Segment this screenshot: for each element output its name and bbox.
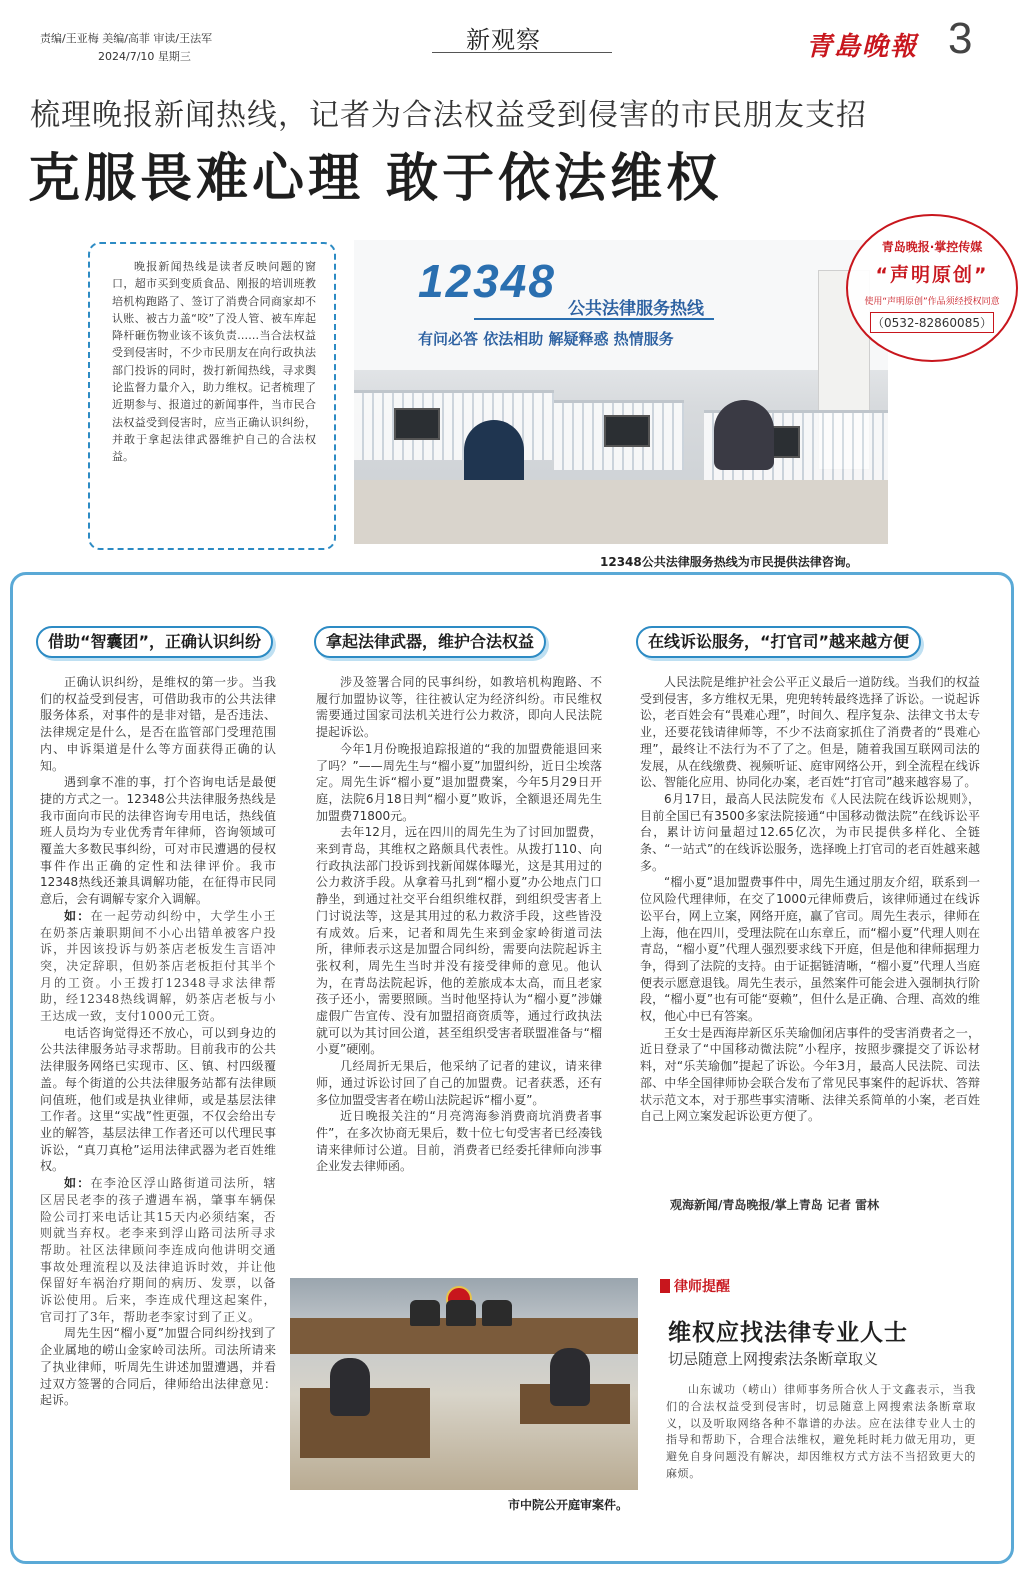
original-statement-stamp [846, 214, 1018, 362]
hotline-underline [474, 318, 714, 320]
kicker-headline: 梳理晚报新闻热线，记者为合法权益受到侵害的市民朋友支招 [30, 98, 867, 133]
paragraph: 电话咨询觉得还不放心，可以到身边的公共法律服务站寻求帮助。目前我市的公共法律服务网络已实现市、区、镇、村四级覆盖。每个街道的公共法律服务站都有法律顾问值班，他们或是执业律师，或是基层法律工作者。这里“实战”性更强，不仅会给出专业的解答，基层法律工作者还可以代理民事诉讼，“真刀真枪”运用法律武器为老百姓维权。 [40, 1025, 276, 1174]
stamp-line3: 使用“声明原创”作品须经授权同意 [864, 297, 1000, 307]
bottom-photo-caption: 市中院公开庭审案件。 [508, 1498, 629, 1512]
hotline-office-photo [354, 240, 888, 544]
hotline-number: 12348 [418, 255, 556, 307]
judge-seat [446, 1300, 476, 1326]
column-1 [40, 674, 276, 1409]
paragraph: 王女士是西海岸新区乐芙瑜伽闭店事件的受害消费者之一，近日登录了“中国移动微法院”小程序，按照步骤提交了诉讼材料，对“乐芙瑜伽”提起了诉讼。今年3月，最高人民法院、司法部、中华全国律师协会联合发布了常见民事案件的起诉状、答辩状示范文本，对于那些事实清晰、法律关系简单的小案，老百姓自己上网立案发起诉讼更方便了。 [640, 1025, 980, 1124]
example-paragraph [40, 908, 276, 1025]
lawyer-tip-title: 维权应找法律专业人士 [668, 1320, 908, 1346]
red-square-icon [660, 1279, 670, 1293]
paragraph: 今年1月份晚报追踪报道的“我的加盟费能退回来了吗？”——周先生与“榴小夏”加盟纠纷，近日尘埃落定。周先生诉“榴小夏”退加盟费案，今年5月29日开庭，法院6月18日判“榴小夏”败诉，全额退还周先生加盟费71800元。 [316, 741, 602, 823]
example-paragraph [40, 1175, 276, 1325]
litigant-figure [330, 1358, 370, 1416]
tip-label-text: 律师提醒 [674, 1279, 730, 1295]
top-photo-caption: 12348公共法律服务热线为市民提供法律咨询。 [600, 555, 858, 569]
monitor [604, 415, 650, 447]
section1-title: 借助“智囊团”，正确认识纠纷 [36, 626, 273, 658]
example-text: 在李沧区浮山路街道司法所，辖区居民老李的孩子遭遇车祸，肇事车辆保险公司打来电话让其15天内必须结案，否则就当弃权。老李来到浮山路司法所寻求帮助。社区法律顾问李连成向他讲明交通事故处理流程以及法律追诉时效，并让他保留好车祸治疗期间的病历、发票，以备诉讼使用。后来，李连成代理这起案件，官司打了3年，帮助老李家讨到了正义。 [40, 1176, 276, 1324]
paragraph: 去年12月，远在四川的周先生为了讨回加盟费，来到青岛，其维权之路颇具代表性。从拨打110、向行政执法部门投诉到找新闻媒体曝光，这是其用过的公力救济手段。从拿着马扎到“榴小夏”办公地点门口静坐，到通过社交平台组织维权群，到组织受害者上门讨说法等，这是其用过的私力救济手段，这些皆没有成效。后来，记者和周先生来到金家岭街道司法所，律师表示这是加盟合同纠纷，需要向法院起诉主张权利，周先生当时并没有接受律师的意见。他认为，在青岛法院起诉，他的差旅成本太高，而且老家孩子还小，需要照顾。当时他坚持认为“榴小夏”涉嫌虚假广告宣传、没有加盟招商资质等，通过行政执法就可以为其讨回公道，甚至组织受害者联盟准备与“榴小夏”硬刚。 [316, 825, 602, 1057]
paragraph: 人民法院是维护社会公平正义最后一道防线。当我们的权益受到侵害，多方维权无果，兜兜转转最终选择了诉讼。一说起诉讼，老百姓会有“畏难心理”，时间久、程序复杂、法律文书太专业，还要花钱请律师等，不少不法商家抓住了消费者的“畏难心理”，最终让不法行为不了了之。但是，随着我国互联网司法的发展，从在线缴费、视频听证、庭审网络公开，到全流程在线诉讼、智能化应用、协同化办案，老百姓“打官司”越来越容易了。 [640, 675, 980, 790]
paragraph: 周先生因“榴小夏”加盟合同纠纷找到了企业属地的崂山金家岭司法所。司法所请来了执业律师，听周先生讲述加盟遭遇，并看过双方签署的合同后，律师给出法律意见：起诉。 [40, 1326, 276, 1408]
intro-text: 晚报新闻热线是读者反映问题的窗口，超市买到变质食品、刚报的培训班教培机构跑路了、签订了消费合同商家却不认账、被古力盖“咬”了没人管、被车库起降杆砸伤物业该不该负责……当合法权益受到侵害时，不少市民朋友在向行政执法部门投诉的同时，拨打新闻热线，寻求舆论监督力量介入，助力维权。记者梳理了近期参与、报道过的新闻事件，当市民合法权益受到侵害时，应当正确认识纠纷，并敢于拿起法律武器维护自己的合法权益。 [112, 260, 316, 464]
newspaper-logo: 青島晚報 [806, 32, 919, 62]
main-headline: 克服畏难心理 敢于依法维权 [28, 149, 723, 209]
stamp-phone: （0532-82860085） [870, 312, 994, 333]
paragraph: 正确认识纠纷，是维权的第一步。当我们的权益受到侵害，可借助我市的公共法律服务体系，对事件的是非对错，是否违法、法律规定是什么，是否在监管部门受理范围内、申诉渠道是什么等方面获得正确的认知。 [40, 675, 276, 773]
editor-credits [40, 30, 212, 66]
masthead [0, 0, 1024, 84]
courtroom-photo [290, 1278, 638, 1490]
stamp-line2: “声明原创” [875, 264, 989, 286]
litigant-figure [550, 1348, 590, 1406]
column-2 [316, 674, 602, 1175]
cubicle-partition [354, 390, 554, 460]
paragraph: 6月17日，最高人民法院发布《人民法院在线诉讼规则》，目前全国已有3500多家法院接通“中国移动微法院”在线诉讼平台，累计访问量超过12.65亿次，为市民提供多样化、全链条、“一站式”的在线诉讼服务，选择晚上打官司的老百姓越来越多。 [640, 791, 980, 873]
example-label: 如： [64, 908, 91, 923]
monitor [394, 408, 440, 440]
example-text: 在一起劳动纠纷中，大学生小王在奶茶店兼职期间不小心出错单被客户投诉，并因该投诉与奶茶店老板发生言语冲突，决定辞职，但奶茶店老板拒付其半个月的工资。小王拨打12348寻求法律帮助，经12348热线调解，奶茶店老板与小王达成一致，支付1000元工资。 [40, 908, 276, 1024]
judge-seat [482, 1300, 512, 1326]
page-number: 3 [948, 14, 973, 63]
section-divider [432, 52, 612, 53]
hotline-name: 公共法律服务热线 [568, 299, 704, 319]
hotline-slogan: 有问必答 依法相助 解疑释惑 热情服务 [418, 330, 674, 348]
paragraph: 近日晚报关注的“月亮湾海参消费商坑消费者事件”，在多次协商无果后，数十位七旬受害者已经凑钱请来律师讨公道。目前，消费者已经委托律师向涉事企业发去律师函。 [316, 1109, 602, 1174]
paragraph: “榴小夏”退加盟费事件中，周先生通过朋友介绍，联系到一位风险代理律师，在交了1000元律师费后，该律师通过在线诉讼平台，网上立案，网络开庭，赢了官司。周先生表示，律师在上海，他在四川，受理法院在山东章丘，而“榴小夏”代理人则在青岛，“榴小夏”代理人强烈要求线下开庭，但是他和律师据理力争，得到了法院的支持。由于证据链清晰，“榴小夏”代理人当庭便表示愿意退钱。周先生表示，虽然案件可能会进入强制执行阶段，“榴小夏”也有可能“耍赖”，但什么是正确、合理、高效的维权，他心中已有答案。 [640, 875, 980, 1024]
paragraph: 涉及签署合同的民事纠纷，如教培机构跑路、不履行加盟协议等，往往被认定为经济纠纷。市民维权需要通过国家司法机关进行公力救济，即向人民法院提起诉讼。 [316, 675, 602, 740]
operator-person [714, 400, 774, 470]
section-name: 新观察 [466, 26, 541, 54]
byline: 观海新闻/青岛晚报/掌上青岛 记者 雷林 [670, 1198, 880, 1212]
column-3 [640, 674, 980, 1125]
issue-date: 2024/7/10 星期三 [98, 50, 191, 63]
desk [354, 480, 888, 544]
lawyer-tip-label [660, 1276, 730, 1296]
paragraph: 遇到拿不准的事，打个咨询电话是最便捷的方式之一。12348公共法律服务热线是我市面向市民的法律咨询专用电话，热线值班人员均为专业优秀青年律师，咨询领域可覆盖大多数民事纠纷，可对市民遭遇的侵权事件作出正确的定性和法律评价。我市12348热线还兼具调解功能，在征得市民同意后，会有调解专家介入调解。 [40, 775, 276, 907]
lawyer-tip-subtitle: 切忌随意上网搜索法条断章取义 [668, 1350, 879, 1368]
intro-box [88, 242, 336, 550]
section3-title: 在线诉讼服务，“打官司”越来越方便 [636, 626, 921, 658]
lawyer-tip-body: 山东诚功（崂山）律师事务所合伙人于文鑫表示，当我们的合法权益受到侵害时，切忌随意上网搜索法条断章取义，以及听取网络各种不靠谱的办法。应在法律专业人士的指导和帮助下，合理合法维权，避免耗时耗力做无用功，更避免自身问题没有解决，却因维权方式方法不当招致更大的麻烦。 [666, 1383, 976, 1480]
section2-title: 拿起法律武器，维护合法权益 [314, 626, 546, 658]
example-label: 如： [64, 1176, 91, 1191]
paragraph: 几经周折无果后，他采纳了记者的建议，请来律师，通过诉讼讨回了自己的加盟费。记者获悉，还有多位加盟受害者在崂山法院起诉“榴小夏”。 [316, 1059, 602, 1107]
credits-line: 责编/王亚梅 美编/高菲 审读/王法军 [40, 32, 213, 45]
stamp-line1: 青岛晚报·掌控传媒 [881, 240, 983, 254]
judge-seat [410, 1300, 440, 1326]
